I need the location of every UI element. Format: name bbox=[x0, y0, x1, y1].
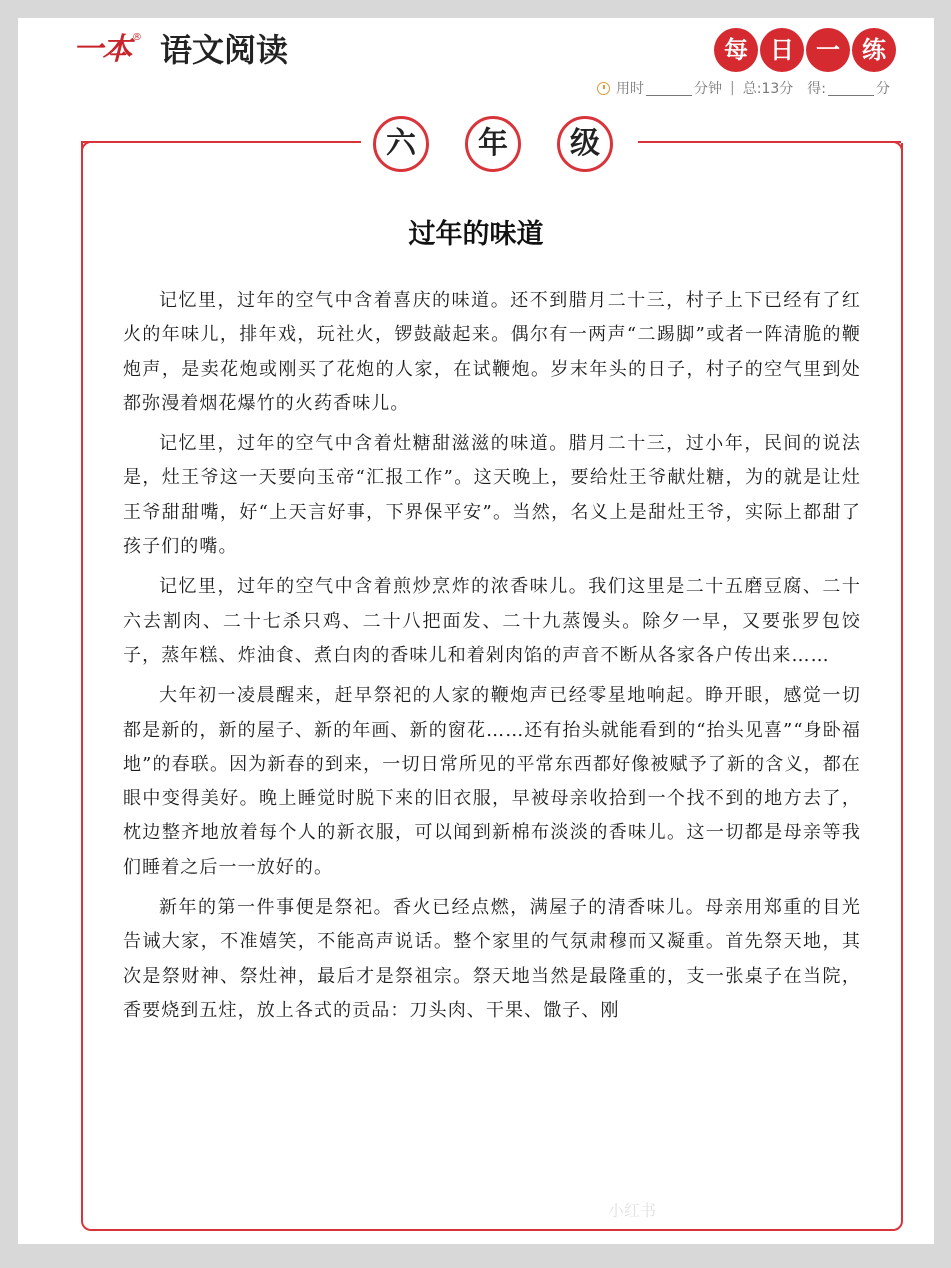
clock-icon bbox=[597, 82, 610, 95]
daily-practice-badge bbox=[714, 28, 896, 72]
daily-char: 练 bbox=[852, 28, 896, 72]
daily-char: 每 bbox=[714, 28, 758, 72]
grade-char: 级 bbox=[557, 116, 613, 172]
article-title: 过年的味道 bbox=[408, 219, 544, 250]
daily-char: 一 bbox=[806, 28, 850, 72]
article-body bbox=[123, 284, 861, 1034]
paragraph: 记忆里，过年的空气中含着喜庆的味道。还不到腊月二十三，村子上下已经有了红火的年味儿，排年戏，玩社火，锣鼓敲起来。偶尔有一两声“二踢脚”或者一阵清脆的鞭炮声，是卖花炮或刚买了花炮的人家，在试鞭炮。岁末年头的日子，村子的空气里到处都弥漫着烟花爆竹的火药香味儿。 bbox=[123, 290, 861, 414]
paragraph: 记忆里，过年的空气中含着煎炒烹炸的浓香味儿。我们这里是二十五磨豆腐、二十六去割肉、二十七杀只鸡、二十八把面发、二十九蒸馒头。除夕一早，又要张罗包饺子，蒸年糕、炸油食、煮白肉的香味儿和着剁肉馅的声音不断从各家各户传出来…… bbox=[123, 576, 861, 666]
separator: | bbox=[730, 80, 735, 96]
score-blank[interactable] bbox=[828, 81, 874, 96]
grade-char: 年 bbox=[465, 116, 521, 172]
brand-title: 语文阅读 bbox=[160, 31, 289, 69]
page bbox=[18, 18, 934, 1244]
paragraph: 记忆里，过年的空气中含着灶糖甜滋滋的味道。腊月二十三，过小年，民间的说法是，灶王爷这一天要向玉帝“汇报工作”。这天晚上，要给灶王爷献灶糖，为的就是让灶王爷甜甜嘴，好“上天言好事，下界保平安”。当然，名义上是甜灶王爷，实际上都甜了孩子们的嘴。 bbox=[123, 433, 861, 558]
brand bbox=[73, 32, 288, 68]
daily-char: 日 bbox=[760, 28, 804, 72]
score-unit: 分 bbox=[876, 81, 890, 97]
paragraph: 大年初一凌晨醒来，赶早祭祀的人家的鞭炮声已经零星地响起。睁开眼，感觉一切都是新的，新的屋子、新的年画、新的窗花……还有抬头就能看到的“抬头见喜”“身卧福地”的春联。因为新春的到来，一切日常所见的平常东西都好像被赋予了新的含义，都在眼中变得美好。晚上睡觉时脱下来的旧衣服，早被母亲收拾到一个找不到的地方去了，枕边整齐地放着每个人的新衣服，可以闻到新棉布淡淡的香味儿。这一切都是母亲等我们睡着之后一一放好的。 bbox=[123, 685, 861, 878]
grade-badge bbox=[373, 116, 613, 172]
registered-mark: ® bbox=[132, 32, 142, 43]
time-label: 用时 bbox=[616, 81, 645, 97]
score-label: 得: bbox=[807, 81, 826, 97]
watermark: 小红书 bbox=[608, 1201, 657, 1220]
grade-char: 六 bbox=[373, 116, 429, 172]
time-unit: 分钟 bbox=[694, 81, 723, 97]
paragraph: 新年的第一件事便是祭祀。香火已经点燃，满屋子的清香味儿。母亲用郑重的目光告诫大家，不准嬉笑，不能高声说话。整个家里的气氛肃穆而又凝重。首先祭天地，其次是祭财神、祭灶神，最后才是祭祖宗。祭天地当然是最隆重的，支一张桌子在当院，香要烧到五炷，放上各式的贡品：刀头肉、干果、馓子、刚 bbox=[123, 897, 861, 1021]
score-line bbox=[597, 78, 890, 98]
brand-logo: 一本 bbox=[73, 32, 131, 67]
time-blank[interactable] bbox=[646, 81, 692, 96]
total-score: 总:13分 bbox=[742, 81, 794, 97]
